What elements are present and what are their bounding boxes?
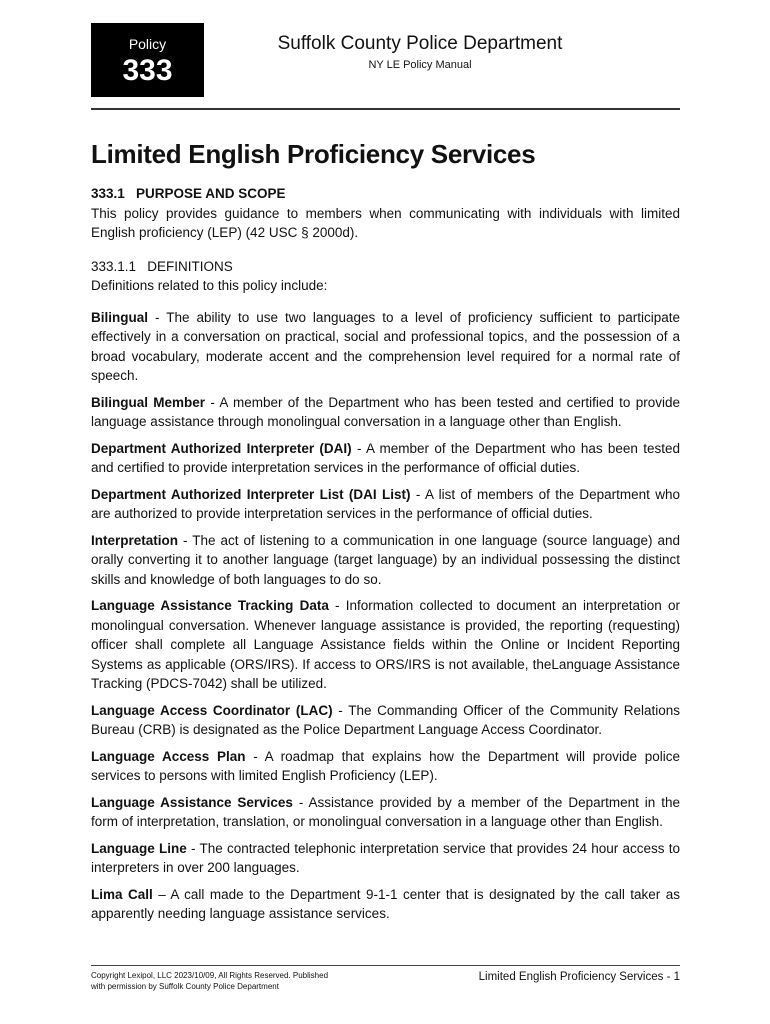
subsection-heading: 333.1.1 DEFINITIONS xyxy=(91,258,233,274)
policy-badge xyxy=(91,23,204,97)
definition-text: - Information collected to document an interpretation or monolingual conversation. Whenever language assistance is provided, the reporting (requesting) officer shall complete all Language Assistance fields within the Online or Incident Reporting Systems as applicable (ORS/IRS). If access to ORS/IRS is not available, theLanguage Assistance Tracking (PDCS-7042) shall be utilized. xyxy=(91,598,680,691)
definition-term: Department Authorized Interpreter (DAI) xyxy=(91,440,352,456)
definition-item xyxy=(91,308,680,386)
definition-text: - The ability to use two languages to a level of proficiency sufficient to participate effectively in a conversation on practical, social and professional topics, and the possession of a broad vocabulary, moderate accent and the comprehension level required for a normal rate of speech. xyxy=(91,309,680,383)
definition-term: Language Assistance Services xyxy=(91,794,293,810)
definition-term: Bilingual xyxy=(91,309,148,325)
definition-text: - The act of listening to a communication in one language (source language) and orally converting it to another language (target language) by an individual possessing the distinct skills and knowledge of both languages to do so. xyxy=(91,532,680,587)
definition-term: Interpretation xyxy=(91,532,179,548)
definition-text: - The contracted telephonic interpretation service that provides 24 hour access to interpreters in over 200 languages. xyxy=(91,840,680,875)
policy-number: 333 xyxy=(122,54,173,87)
section-body: This policy provides guidance to members when communicating with individuals with limited English proficiency (LEP) (42 USC § 2000d). xyxy=(91,205,680,240)
definition-text: - A list of members of the Department who are authorized to provide interpretation services in the performance of official duties. xyxy=(91,486,680,521)
header-divider xyxy=(91,108,680,110)
definition-text: - Assistance provided by a member of the Department in the form of interpretation, translation, or monolingual conversation in a language other than English. xyxy=(91,794,680,829)
definition-item xyxy=(91,485,680,524)
definition-term: Bilingual Member xyxy=(91,394,206,410)
definition-text: - A member of the Department who has been tested and certified to provide interpretation services in the performance of official duties. xyxy=(91,440,680,475)
definition-term: Language Access Coordinator (LAC) xyxy=(91,702,333,718)
definition-item xyxy=(91,439,680,478)
footer-divider xyxy=(91,965,680,966)
definition-term: Lima Call xyxy=(91,886,153,902)
definition-text: – A call made to the Department 9-1-1 center that is designated by the call taker as apparently needing language assistance services. xyxy=(91,886,680,921)
definition-item xyxy=(91,747,680,786)
subsection-intro: Definitions related to this policy include: xyxy=(91,278,328,293)
page-title: Limited English Proficiency Services xyxy=(91,139,536,169)
definition-item xyxy=(91,885,680,924)
definition-item xyxy=(91,393,680,432)
definition-term: Language Assistance Tracking Data xyxy=(91,598,329,613)
manual-name: NY LE Policy Manual xyxy=(368,59,472,71)
organization-name: Suffolk County Police Department xyxy=(277,33,563,54)
definition-item xyxy=(91,793,680,832)
section-heading: 333.1 PURPOSE AND SCOPE xyxy=(91,186,286,201)
definition-item xyxy=(91,701,680,740)
definition-text: - A roadmap that explains how the Department will provide police services to persons with limited English Proficiency (LEP). xyxy=(91,748,680,783)
definition-term: Language Line xyxy=(91,840,187,856)
definition-item xyxy=(91,531,680,590)
definition-term: Department Authorized Interpreter List (DAI List) xyxy=(91,486,411,502)
definition-item xyxy=(91,839,680,878)
document-body xyxy=(91,184,680,931)
footer-copyright: Copyright Lexipol, LLC 2023/10/09, All Rights Reserved. Published with permission by Suffolk County Police Department xyxy=(91,971,329,991)
definition-term: Language Access Plan xyxy=(91,748,246,764)
definition-item xyxy=(91,596,680,694)
policy-label: Policy xyxy=(128,36,167,52)
footer-page-label: Limited English Proficiency Services - 1 xyxy=(478,971,680,983)
definition-text: - A member of the Department who has been tested and certified to provide language assistance through monolingual conversation in a language other than English. xyxy=(91,394,681,429)
definition-text: - The Commanding Officer of the Community Relations Bureau (CRB) is designated as the Police Department Language Access Coordinator. xyxy=(91,702,680,737)
